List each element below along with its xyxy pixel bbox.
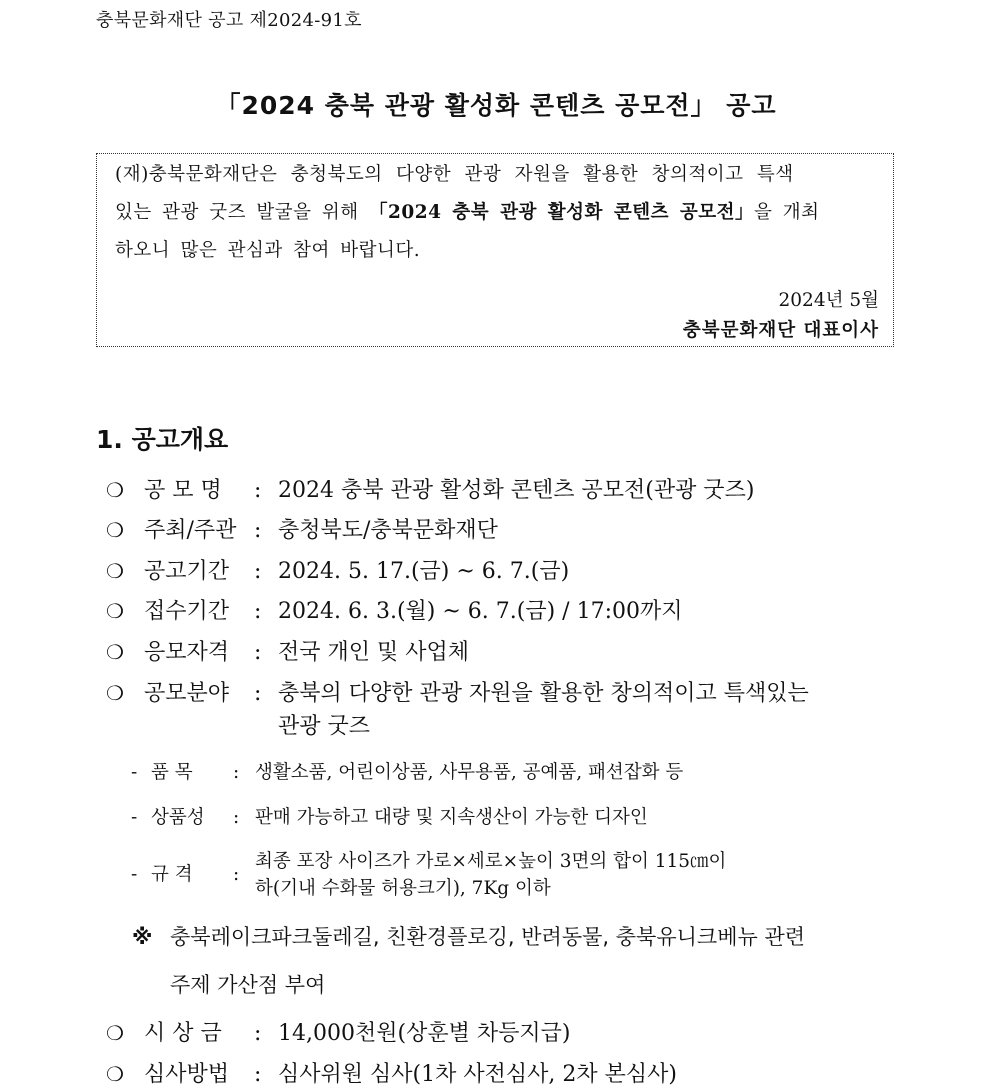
dash-marker: - [131,762,138,783]
item-value: 전국 개인 및 사업체 [278,640,469,665]
doc-number: 충북문화재단 공고 제2024-91호 [96,10,362,31]
item-value: 충북의 다양한 관광 자원을 활용한 창의적이고 특색있는 [278,681,809,706]
notice-line-2-end: 을 개최 [754,202,820,223]
circle-bullet-icon: ❍ [106,1062,124,1086]
sub-item [131,860,255,886]
overview-item [106,554,569,585]
sub-item-colon: : [233,807,240,828]
reference-mark: ※ [132,925,153,949]
item-value: 심사위원 심사(1차 사전심사, 2차 본심사) [278,1062,677,1087]
item-colon: : [254,518,262,543]
overview-item [106,1016,570,1047]
note-line-continued: 주제 가산점 부여 [170,973,326,997]
item-colon: : [254,640,262,665]
overview-item [106,1057,677,1088]
notice-date: 2024년 5월 [778,290,879,311]
item-value: 14,000천원(상훈별 차등지급) [278,1021,571,1046]
note-line [132,921,805,951]
notice-line-1: (재)충북문화재단은 충청북도의 다양한 관광 자원을 활용한 창의적이고 특색 [115,164,794,185]
circle-bullet-icon: ❍ [106,478,124,502]
overview-item [106,594,682,625]
item-colon: : [254,599,262,624]
sub-item-value-continued: 하(기내 수화물 허용크기), 7Kg 이하 [255,878,551,899]
item-label: 주최/주관 [144,518,237,543]
circle-bullet-icon: ❍ [106,640,124,664]
overview-item [106,676,809,707]
sub-item [131,758,683,784]
contest-name-bold: 「2024 충북 관광 활성화 콘텐츠 공모전」 [369,202,755,223]
item-colon: : [254,559,262,584]
notice-box [96,153,894,347]
item-label: 시 상 금 [144,1021,222,1046]
notice-line-2 [115,198,820,224]
item-colon: : [254,1021,262,1046]
item-label: 응모자격 [144,640,230,665]
sub-item-value: 최종 포장 사이즈가 가로×세로×높이 3면의 합이 115㎝이 [255,851,727,872]
item-colon: : [254,1062,262,1087]
sub-item-label: 품 목 [151,762,193,783]
overview-item [106,635,469,666]
item-label: 공모분야 [144,681,230,706]
item-label: 공고기간 [144,559,230,584]
circle-bullet-icon: ❍ [106,599,124,623]
overview-item [106,513,498,544]
notice-signer: 충북문화재단 대표이사 [682,320,879,341]
notice-line-3: 하오니 많은 관심과 참여 바랍니다. [115,240,421,261]
section-heading: 1. 공고개요 [96,425,229,454]
sub-item-label: 규 격 [151,864,193,885]
circle-bullet-icon: ❍ [106,559,124,583]
item-value: 2024 충북 관광 활성화 콘텐츠 공모전(관광 굿즈) [278,478,755,503]
item-colon: : [254,681,262,706]
item-value-continued: 관광 굿즈 [278,714,371,739]
document-title: 「2024 충북 관광 활성화 콘텐츠 공모전」 공고 [215,91,777,120]
sub-item-label: 상품성 [151,807,205,828]
overview-item [106,473,754,504]
item-label: 접수기간 [144,599,230,624]
item-label: 심사방법 [144,1062,230,1087]
circle-bullet-icon: ❍ [106,1021,124,1045]
circle-bullet-icon: ❍ [106,681,124,705]
item-value: 2024. 5. 17.(금) ~ 6. 7.(금) [278,559,570,584]
item-colon: : [254,478,262,503]
note-text: 충북레이크파크둘레길, 친환경플로깅, 반려동물, 충북유니크베뉴 관련 [170,925,806,949]
item-value: 2024. 6. 3.(월) ~ 6. 7.(금) / 17:00까지 [278,599,683,624]
dash-marker: - [131,864,138,885]
item-value: 충청북도/충북문화재단 [278,518,498,543]
notice-line-2-start: 있는 관광 굿즈 발굴을 위해 [115,202,369,223]
sub-item-value: 생활소품, 어린이상품, 사무용품, 공예품, 패션잡화 등 [255,762,684,783]
item-label: 공 모 명 [144,478,222,503]
sub-item-value: 판매 가능하고 대량 및 지속생산이 가능한 디자인 [255,807,648,828]
circle-bullet-icon: ❍ [106,518,124,542]
sub-item [131,803,648,829]
sub-item-colon: : [233,762,240,783]
sub-item-colon: : [233,864,240,885]
dash-marker: - [131,807,138,828]
